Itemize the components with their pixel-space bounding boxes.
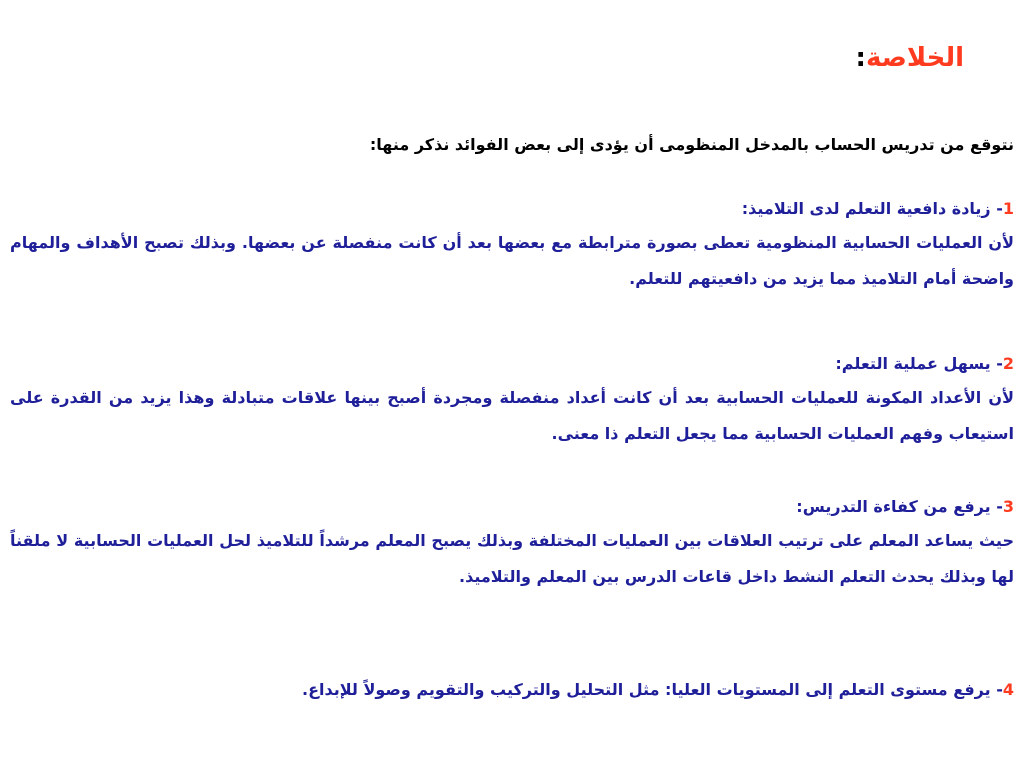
point-heading-text: زيادة دافعية التعلم لدى التلاميذ: (741, 199, 991, 218)
point-heading (10, 674, 1014, 706)
point-heading (10, 491, 1014, 523)
point-dash: - (990, 199, 1003, 218)
point-body: لأن العمليات الحسابية المنظومية تعطى بصورة مترابطة مع بعضها بعد أن كانت منفصلة عن بعضها. وبذلك تصبح الأهداف والمهام واضحة أمام التلاميذ مما يزيد من دافعيتهم للتعلم. (10, 233, 1014, 288)
point-number: 1 (1002, 199, 1014, 218)
point-4 (10, 674, 1014, 706)
point-dash: - (990, 354, 1003, 373)
point-body: حيث يساعد المعلم على ترتيب العلاقات بين العمليات المختلفة وبذلك يصبح المعلم مرشداً للتلاميذ لحل العمليات الحسابية لا ملقناً لها وبذلك يحدث التعلم النشط داخل قاعات الدرس بين المعلم والتلاميذ. (10, 531, 1014, 586)
point-3 (10, 491, 1014, 595)
point-dash: - (990, 680, 1003, 699)
intro-text: نتوقع من تدريس الحساب بالمدخل المنظومى أن يؤدى إلى بعض الفوائد نذكر منها: (369, 135, 1014, 154)
title-colon: : (855, 43, 866, 73)
point-heading-text: يرفع مستوى التعلم إلى المستويات العليا: مثل التحليل والتركيب والتقويم وصولاً للإبداع. (301, 680, 991, 699)
point-heading (10, 193, 1014, 225)
point-number: 4 (1002, 680, 1014, 699)
point-2 (10, 348, 1014, 452)
point-heading-text: يسهل عملية التعلم: (835, 354, 991, 373)
point-number: 2 (1002, 354, 1014, 373)
point-body: لأن الأعداد المكونة للعمليات الحسابية بعد أن كانت أعداد منفصلة ومجردة أصبح بينها علاقات متبادلة وهذا يزيد من القدرة على استيعاب وفهم العمليات الحسابية مما يجعل التعلم ذا معنى. (10, 388, 1014, 443)
point-dash: - (990, 497, 1003, 516)
point-heading (10, 348, 1014, 380)
point-heading-text: يرفع من كفاءة التدريس: (796, 497, 991, 516)
point-1 (10, 193, 1014, 297)
page-title (856, 38, 964, 78)
point-number: 3 (1002, 497, 1014, 516)
title-text: الخلاصة (865, 43, 964, 73)
